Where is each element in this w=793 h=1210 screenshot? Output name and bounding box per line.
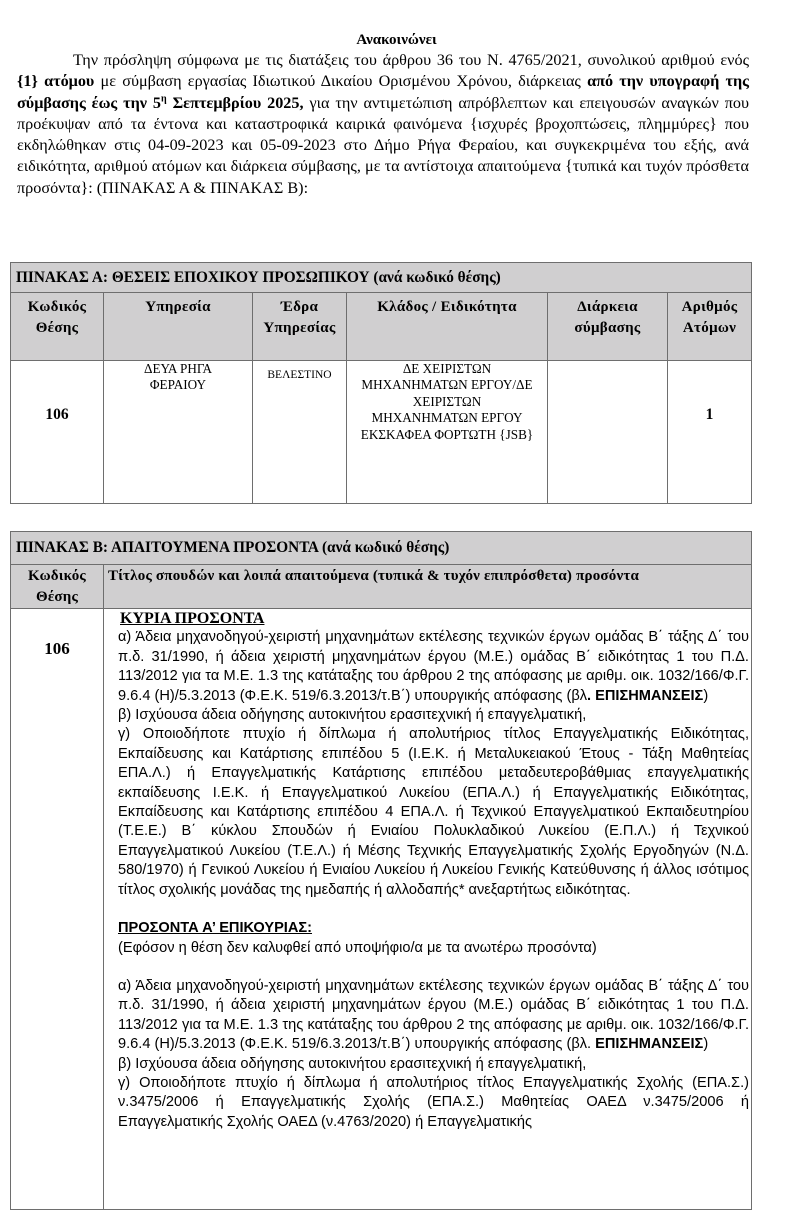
main-qualifications-title: ΚΥΡΙΑ ΠΡΟΣΟΝΤΑ bbox=[120, 610, 265, 627]
intro-bold-date: Σεπτεμβρίου 2025, bbox=[166, 93, 304, 112]
table-a-title-suffix: (ανά κωδικό θέσης) bbox=[369, 268, 501, 286]
main-qualification-b: β) Ισχύουσα άδεια οδήγησης αυτοκινήτου ερασιτεχνική ή επαγγελματική, bbox=[118, 707, 587, 724]
alt-qualification-a bbox=[118, 977, 749, 1055]
intro-text-2: με σύμβαση εργασίας Ιδιωτικού Δικαίου Ορισμένου Χρόνου, διάρκειας bbox=[94, 72, 588, 91]
table-b-required-qualifications bbox=[10, 531, 752, 1210]
table-a-seasonal-positions bbox=[10, 262, 752, 504]
intro-bold-persons: {1} ατόμου bbox=[17, 72, 95, 91]
intro-bold-duration-text: από την υπογραφή της σύμβασης έως την 5 bbox=[17, 72, 750, 112]
table-row bbox=[11, 361, 752, 504]
header-qualifications: Τίτλος σπουδών και λοιπά απαιτούμενα (τυπικά & τυχόν επιπρόσθετα) προσόντα bbox=[104, 565, 752, 609]
main-qualification-a-end: ) bbox=[703, 687, 709, 704]
cell-persons: 1 bbox=[668, 361, 752, 504]
header-code: Κωδικός Θέσης bbox=[11, 293, 104, 361]
alt-qualification-b: β) Ισχύουσα άδεια οδήγησης αυτοκινήτου ερασιτεχνική ή επαγγελματική, bbox=[118, 1055, 587, 1072]
header-code: Κωδικός Θέσης bbox=[11, 565, 104, 609]
announcement-heading: Ανακοινώνει bbox=[356, 32, 437, 48]
table-b-title-suffix: (ανά κωδικό θέσης) bbox=[318, 539, 450, 556]
table-b-title-main: ΠΙΝΑΚΑΣ Β: ΑΠΑΙΤΟΥΜΕΝΑ ΠΡΟΣΟΝΤΑ bbox=[16, 539, 319, 556]
alt-qualification-c: γ) Οποιοδήποτε πτυχίο ή δίπλωμα ή απολυτήριος τίτλος Επαγγελματικής Σχολής (ΕΠΑ.Σ.) ν.3475/2006 ή Επαγγελματικής Σχολής (ΕΠΑ.Σ.) Μαθητείας ΟΑΕΔ ν.3475/2006 ή Επαγγελματικής Σχολής ΟΑΕΔ (ν.4763/2020) ή Επαγγελματικής bbox=[118, 1074, 749, 1130]
header-seat: Έδρα Υπηρεσίας bbox=[253, 293, 347, 361]
intro-paragraph bbox=[17, 50, 749, 199]
header-specialty: Κλάδος / Ειδικότητα bbox=[347, 293, 548, 361]
notes-reference: ΕΠΙΣΗΜΑΝΣΕΙΣ bbox=[595, 1036, 704, 1053]
cell-duration bbox=[548, 361, 668, 504]
alt-qualification-a-text: α) Άδεια μηχανοδηγού-χειριστή μηχανημάτων εκτέλεσης τεχνικών έργων ομάδας Β΄ τάξης Δ΄ του π.δ. 31/1990, ή άδεια χειριστή μηχανημάτων έργου (Μ.Ε.) ομάδας Β΄ ειδικότητας 1 του Π.Δ. 113/2012 για τα Μ.Ε. 1.3 της κατάταξης του άρθρου 2 της απόφασης με αριθμ. οικ. 1032/166/Φ.Γ. 9.6.4 (Η)/5.3.2013 (Φ.Ε.Κ. 519/6.3.2013/τ.Β΄) υπουργικής απόφασης (βλ. bbox=[118, 977, 749, 1053]
main-qualification-a bbox=[118, 628, 749, 706]
main-qualification-a-text: α) Άδεια μηχανοδηγού-χειριστή μηχανημάτων εκτέλεσης τεχνικών έργων ομάδας Β΄ τάξης Δ΄ του π.δ. 31/1990, ή άδεια χειριστή μηχανημάτων έργου (Μ.Ε.) ομάδας Β΄ ειδικότητας 1 του Π.Δ. 113/2012 για τα Μ.Ε. 1.3 της κατάταξης του άρθρου 2 της απόφασης με αριθμ. οικ. 1032/166/Φ.Γ. 9.6.4 (Η)/5.3.2013 (Φ.Ε.Κ. 519/6.3.2013/τ.Β΄) υπουργικής απόφασης (βλ bbox=[118, 629, 749, 704]
alt-qualification-a-end: ) bbox=[703, 1036, 709, 1053]
table-b-title bbox=[11, 532, 752, 565]
intro-text-1: Την πρόσληψη σύμφωνα με τις διατάξεις του άρθρου 36 του Ν. 4765/2021, συνολικού αριθμού ενός bbox=[73, 51, 749, 69]
cell-qualifications bbox=[104, 609, 752, 1210]
table-a-title bbox=[11, 263, 752, 293]
cell-code: 106 bbox=[11, 609, 104, 1210]
main-qualification-c: γ) Οποιοδήποτε πτυχίο ή δίπλωμα ή απολυτήριος τίτλος Επαγγελματικής Ειδικότητας, Εκπαίδευσης και Κατάρτισης επιπέδου 5 (Ι.Ε.Κ. ή Μεταλυκειακού Έτους - Τάξη Μαθητείας ΕΠΑ.Λ.) ή Επαγγελματικής Κατάρτισης επιπέδου μεταδευτεροβάθμιας επαγγελματικής εκπαίδευσης Ι.Ε.Κ. ή Επαγγελματικού Λυκείου (ΕΠΑ.Λ.) ή Επαγγελματικής Ειδικότητας, Εκπαίδευσης και Κατάρτισης επιπέδου 4 ΕΠΑ.Λ. ή Τεχνικού Επαγγελματικού Εκπαιδευτηρίου (Τ.Ε.Ε.) Β΄ κύκλου Σπουδών ή Ενιαίου Πολυκλαδικού Λυκείου (Ε.Π.Λ.) ή Τεχνικού Επαγγελματικού Λυκείου (Τ.Ε.Λ.) ή Μέσης Τεχνικής Επαγγελματικής Σχολής Εργοδηγών (Ν.Δ. 580/1970) ή Γενικού Λυκείου ή Ενιαίου Λυκείου ή Λυκείου Γενικής Κατεύθυνσης ή άλλος ισότιμος τίτλος σχολικής μονάδας της ημεδαπής ή αλλοδαπής* ανεξαρτήτως ειδικότητας. bbox=[118, 726, 749, 898]
cell-specialty: ΔΕ ΧΕΙΡΙΣΤΩΝ ΜΗΧΑΝΗΜΑΤΩΝ ΕΡΓΟΥ/ΔΕ ΧΕΙΡΙΣΤΩΝ ΜΗΧΑΝΗΜΑΤΩΝ ΕΡΓΟΥ ΕΚΣΚΑΦΕΑ ΦΟΡΤΩΤΗ {JSB} bbox=[347, 361, 548, 504]
header-service: Υπηρεσία bbox=[104, 293, 253, 361]
header-duration: Διάρκεια σύμβασης bbox=[548, 293, 668, 361]
cell-code: 106 bbox=[11, 361, 104, 504]
intro-text-3: για την αντιμετώπιση απρόβλεπτων και επειγουσών αναγκών που προέκυψαν από τα έντονα και καταστροφικά καιρικά φαινόμενα {ισχυρές βροχοπτώσεις, πλημμύρες} που εκδηλώθηκαν στις 04-09-2023 και 05-09-2023 στο Δήμο Ρήγα Φεραίου, και συγκεκριμένα του εξής, ανά ειδικότητα, αριθμού ατόμων και διάρκεια σύμβασης, με τα αντίστοιχα απαιτούμενα {τυπικά και τυχόν πρόσθετα προσόντα}: (ΠΙΝΑΚΑΣ Α & ΠΙΝΑΚΑΣ Β): bbox=[17, 93, 749, 197]
table-a-title-main: ΠΙΝΑΚΑΣ Α: ΘΕΣΕΙΣ ΕΠΟΧΙΚΟΥ ΠΡΟΣΩΠΙΚΟΥ bbox=[16, 268, 370, 286]
cell-service: ΔΕΥΑ ΡΗΓΑ ΦΕΡΑΙΟΥ bbox=[104, 361, 253, 504]
notes-reference: . ΕΠΙΣΗΜΑΝΣΕΙΣ bbox=[587, 687, 704, 704]
alt-qualifications-note: (Εφόσον η θέση δεν καλυφθεί από υποψήφιο/α με τα ανωτέρω προσόντα) bbox=[118, 939, 597, 956]
intro-superscript: η bbox=[161, 93, 167, 105]
cell-seat: ΒΕΛΕΣΤΙΝΟ bbox=[253, 361, 347, 504]
header-persons: Αριθμός Ατόμων bbox=[668, 293, 752, 361]
alt-qualifications-title: ΠΡΟΣΟΝΤΑ Α’ ΕΠΙΚΟΥΡΙΑΣ: bbox=[118, 920, 313, 937]
table-row bbox=[11, 609, 752, 1210]
